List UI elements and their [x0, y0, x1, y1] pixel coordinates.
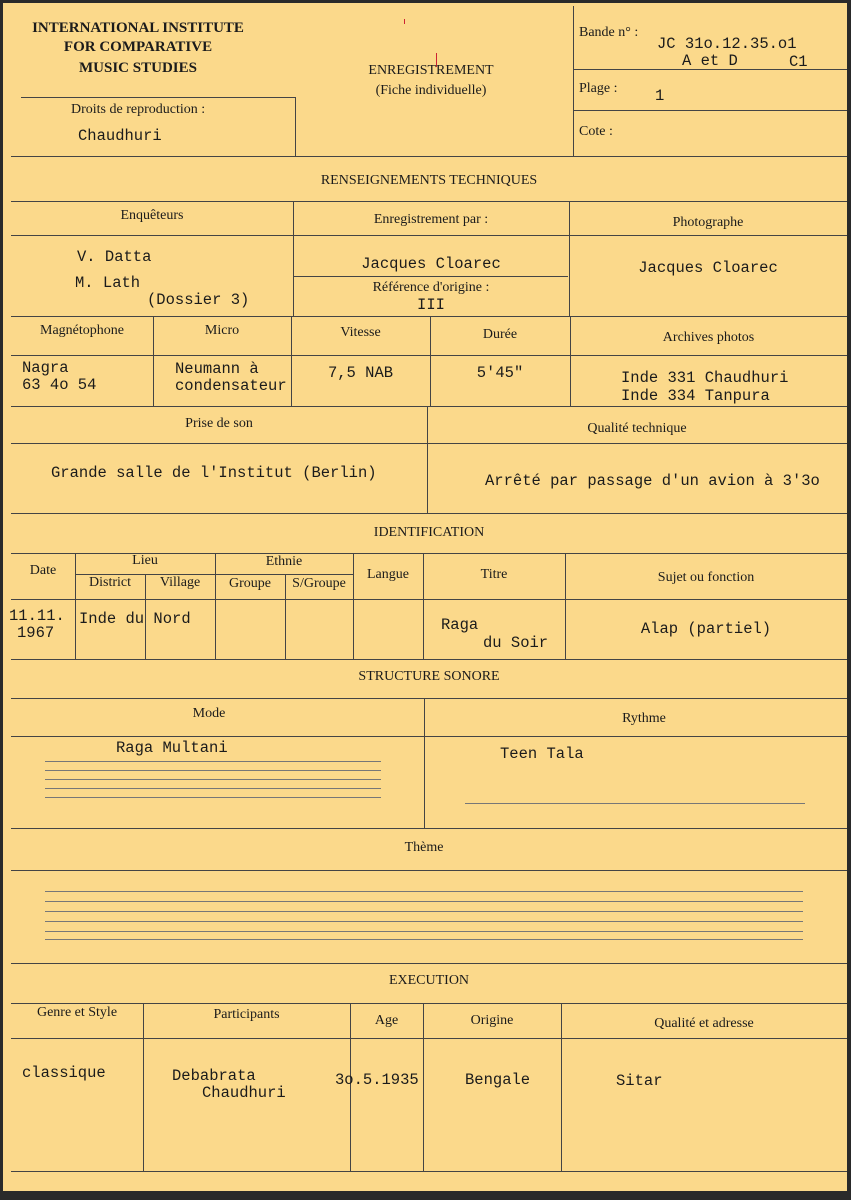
age-value: 3o.5.1935 [335, 1071, 419, 1089]
section-title-technical: RENSEIGNEMENTS TECHNIQUES [320, 173, 538, 188]
rule [11, 828, 847, 829]
writing-line [45, 901, 803, 902]
magnetophone-value: Nagra [22, 359, 69, 377]
rule [565, 553, 566, 659]
institute-name-line2: FOR COMPARATIVE [63, 39, 213, 55]
qualite-adresse-label: Qualité et adresse [654, 1016, 754, 1031]
village-label: Village [159, 575, 201, 590]
rule [573, 110, 847, 111]
date-year: 1967 [17, 624, 55, 642]
writing-line [45, 891, 803, 892]
rule [11, 1003, 847, 1004]
bande-label: Bande n° : [579, 25, 639, 40]
magnetophone-label: Magnétophone [40, 323, 124, 338]
bande-value-side: A et D [682, 52, 738, 70]
writing-line [45, 770, 381, 771]
plage-label: Plage : [579, 81, 618, 96]
photographe-label: Photographe [672, 215, 744, 230]
reference-label: Référence d'origine : [372, 280, 490, 295]
rule [11, 316, 847, 317]
rule [295, 97, 296, 156]
date-label: Date [29, 563, 57, 578]
rights-value: Chaudhuri [78, 127, 162, 145]
titre-value-1: Raga [441, 616, 479, 634]
vitesse-label: Vitesse [340, 325, 381, 340]
rule [11, 1171, 847, 1172]
institute-name-line1: INTERNATIONAL INSTITUTE [32, 20, 244, 36]
section-title-structure: STRUCTURE SONORE [358, 669, 500, 684]
rule [573, 6, 574, 156]
enregistrement-label: Enregistrement par : [373, 212, 489, 227]
groupe-label: Groupe [229, 576, 271, 591]
rule [11, 156, 847, 157]
rule [11, 355, 847, 356]
rule [11, 406, 847, 407]
ethnie-label: Ethnie [265, 554, 303, 569]
rule [11, 736, 847, 737]
theme-label: Thème [404, 840, 444, 855]
rights-label: Droits de reproduction : [71, 102, 206, 117]
enqueteur-2: M. Lath [75, 274, 141, 292]
writing-line [45, 921, 803, 922]
section-title-identification: IDENTIFICATION [373, 525, 485, 540]
bande-value: JC 31o.12.35.o1 [657, 35, 797, 53]
rule [21, 97, 296, 98]
archives-value-2: Inde 334 Tanpura [621, 387, 770, 405]
rule [11, 698, 847, 699]
qualite-label: Qualité technique [587, 421, 687, 436]
reference-value: III [417, 296, 445, 314]
plage-value: 1 [655, 87, 665, 105]
enqueteurs-label: Enquêteurs [120, 208, 184, 223]
micro-value: Neumann à [175, 360, 259, 378]
qualite-adresse-value: Sitar [616, 1072, 663, 1090]
enregistrement-value: Jacques Cloarec [361, 255, 501, 273]
vitesse-value: 7,5 NAB [327, 364, 394, 382]
institute-name-line3: MUSIC STUDIES [79, 60, 197, 76]
rule [11, 599, 847, 600]
origine-value: Bengale [465, 1071, 531, 1089]
rule [11, 870, 847, 871]
qualite-value: Arrêté par passage d'un avion à 3'3o [485, 472, 820, 490]
rule [11, 201, 847, 202]
titre-value-2: du Soir [483, 634, 549, 652]
sgroupe-label: S/Groupe [292, 576, 346, 591]
writing-line [45, 911, 803, 912]
form-subtitle: (Fiche individuelle) [375, 83, 487, 98]
origine-label: Origine [470, 1013, 514, 1028]
prise-value: Grande salle de l'Institut (Berlin) [51, 464, 377, 482]
rule [293, 276, 568, 277]
prise-label: Prise de son [185, 416, 253, 431]
section-title-execution: EXECUTION [388, 973, 470, 988]
sujet-label: Sujet ou fonction [657, 570, 755, 585]
enqueteur-1: V. Datta [77, 248, 152, 266]
writing-line [45, 931, 803, 932]
writing-line [45, 779, 381, 780]
rule [11, 1038, 847, 1039]
pencil-mark [404, 19, 405, 24]
titre-label: Titre [480, 567, 508, 582]
writing-line [45, 939, 803, 940]
langue-label: Langue [367, 567, 409, 582]
bande-value-channel: C1 [789, 53, 808, 71]
district-label: District [89, 575, 131, 590]
duree-value: 5'45" [476, 364, 524, 382]
duree-label: Durée [482, 327, 518, 342]
age-label: Age [374, 1013, 399, 1028]
district-value: Inde du Nord [79, 610, 191, 628]
rule [11, 443, 847, 444]
magnetophone-serial: 63 4o 54 [22, 376, 97, 394]
writing-line [45, 788, 381, 789]
rythme-value: Teen Tala [500, 745, 584, 763]
archives-value-1: Inde 331 Chaudhuri [621, 369, 789, 387]
sujet-value: Alap (partiel) [640, 620, 772, 638]
writing-line [45, 797, 381, 798]
photographe-value: Jacques Cloarec [638, 259, 778, 277]
rule [11, 963, 847, 964]
micro-value-2: condensateur [175, 377, 287, 395]
recording-card [3, 3, 847, 1191]
cote-label: Cote : [579, 124, 613, 139]
archives-label: Archives photos [662, 330, 755, 345]
mode-value: Raga Multani [116, 739, 228, 757]
mode-label: Mode [192, 706, 226, 721]
genre-label: Genre et Style [36, 1005, 118, 1020]
date-value: 11.11. [9, 607, 65, 625]
writing-line [45, 761, 381, 762]
micro-label: Micro [204, 323, 240, 338]
form-title: ENREGISTREMENT [368, 63, 494, 78]
participants-label: Participants [213, 1007, 280, 1022]
rule [11, 513, 847, 514]
participant-name-2: Chaudhuri [202, 1084, 286, 1102]
rule [11, 659, 847, 660]
writing-line [465, 803, 805, 804]
lieu-label: Lieu [132, 553, 158, 568]
genre-value: classique [22, 1064, 106, 1082]
participant-name-1: Debabrata [172, 1067, 256, 1085]
rule [143, 1003, 144, 1171]
rule [11, 235, 847, 236]
rythme-label: Rythme [622, 711, 666, 726]
dossier-ref: (Dossier 3) [147, 291, 250, 309]
